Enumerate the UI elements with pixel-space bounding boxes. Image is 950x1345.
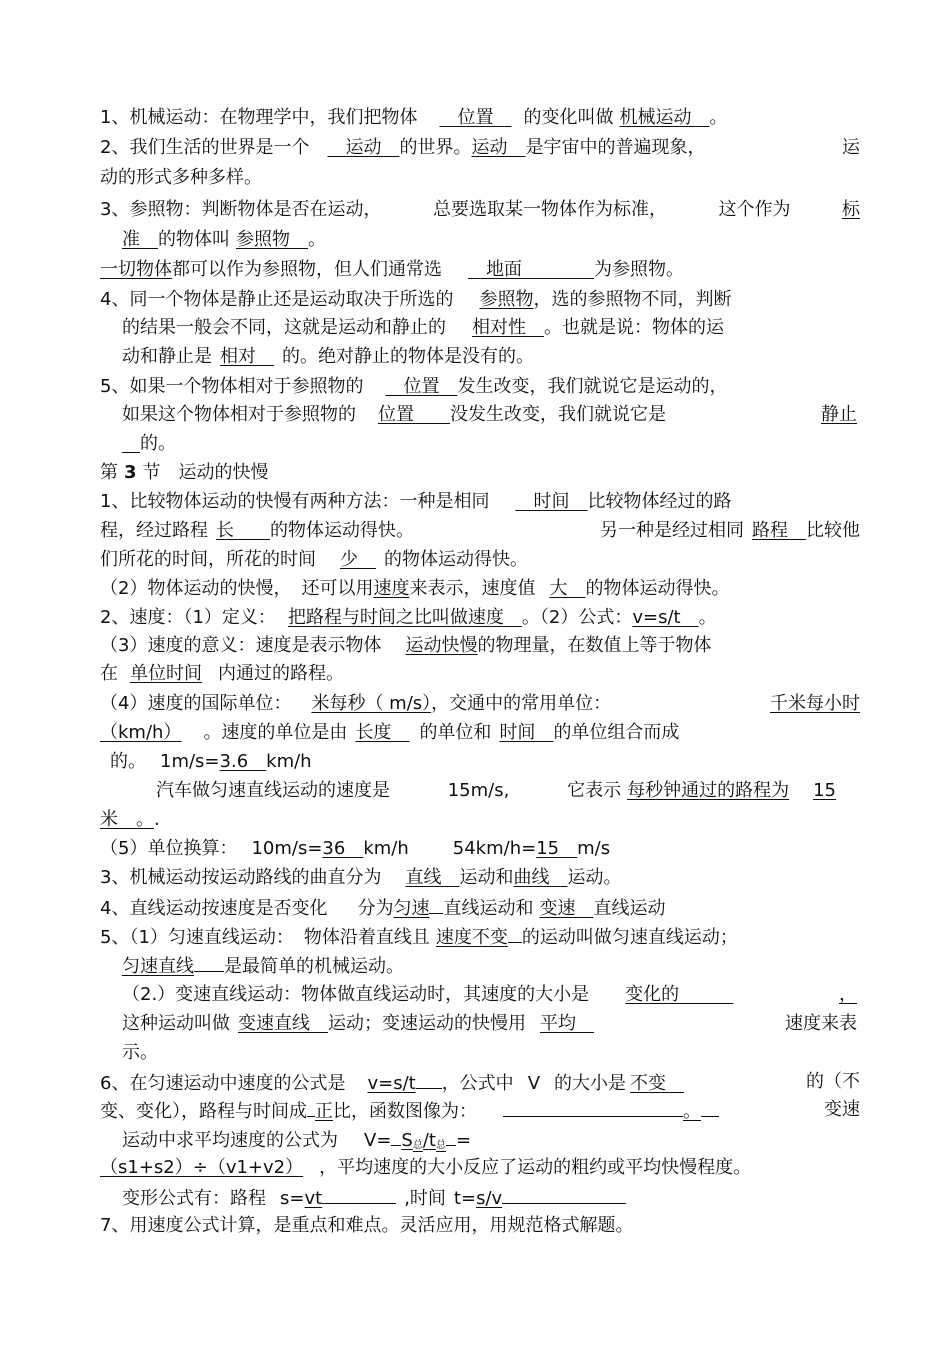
line-7: 4、同一个物体是静止还是运动取决于所选的 参照物，选的参照物不同，判断 <box>100 289 732 310</box>
line-35: 变、变化），路程与时间成 正比，函数图像为： 。 变速 <box>100 1096 860 1124</box>
line-39: 7、用速度公式计算，是重点和难点。灵活应用，用规范格式解题。 <box>100 1215 634 1236</box>
line-18: 2、速度：（1）定义： 把路程与时间之比叫做速度 。（2）公式：v=s/t 。 <box>100 607 717 628</box>
line-22: （km/h） 。速度的单位是由 长度 的单位和 时间 的单位组合而成 <box>100 722 680 743</box>
line-21: （4）速度的国际单位： 米每秒（ m/s），交通中的常用单位： 千米每小时 <box>100 693 860 714</box>
line-8: 的结果一般会不同，这就是运动和静止的 相对性 。也就是说：物体的运 <box>122 317 724 338</box>
line-23: 的。 1m/s=3.6 km/h <box>110 751 312 772</box>
line-38: 变形公式有：路程 s=vt ,时间 t=s/v <box>122 1183 857 1211</box>
line-30: 匀速直线 是最简单的机械运动。 <box>122 951 857 979</box>
line-12: 的。 <box>140 433 176 454</box>
line-34: 6、在匀速运动中速度的公式是 v=s/t ，公式中 V 的大小是 不变 的（不 <box>100 1068 860 1096</box>
line-4: 3、参照物：判断物体是否在运动， 总要选取某一物体作为标准， 这个作为 标 <box>100 199 860 220</box>
line-10: 5、如果一个物体相对于参照物的 位置 发生改变，我们就说它是运动的， <box>100 376 728 397</box>
line-14: 1、比较物体运动的快慢有两种方法：一种是相同 时间 比较物体经过的路 <box>100 491 732 512</box>
line-37: （s1+s2）÷（v1+v2） ，平均速度的大小反应了运动的粗约或平均快慢程度。 <box>100 1157 752 1178</box>
line-1: 1、机械运动：在物理学中，我们把物体 位置 的变化叫做 机械运动 。 <box>100 107 728 128</box>
line-11: 如果这个物体相对于参照物的 位置 没发生改变，我们就说它是 静止 <box>122 404 857 425</box>
section-heading: 第 3 节 运动的快慢 <box>100 462 269 483</box>
line-28: 4、直线运动按速度是否变化 分为匀速 直线运动和 变速 直线运动 <box>100 893 860 921</box>
line-32: 这种运动叫做 变速直线 运动；变速运动的快慢用 平均 速度来表 <box>122 1013 857 1034</box>
line-19: （3）速度的意义：速度是表示物体 运动快慢的物理量，在数值上等于物体 <box>100 635 712 656</box>
line-16: 们所花的时间，所花的时间 少 的物体运动得快。 <box>100 549 528 570</box>
line-3: 动的形式多种多样。 <box>100 167 262 188</box>
line-24: 汽车做匀速直线运动的速度是 15m/s, 它表示 每秒钟通过的路程为 15 <box>156 780 836 801</box>
line-5: 准 的物体叫 参照物 。 <box>122 229 326 250</box>
line-17: （2）物体运动的快慢， 还可以用速度来表示，速度值 大 的物体运动得快。 <box>100 578 730 599</box>
line-6: 一切物体都可以作为参照物，但人们通常选 地面 为参照物。 <box>100 259 684 280</box>
line-27: 3、机械运动按运动路线的曲直分为 直线 运动和曲线 运动。 <box>100 867 622 888</box>
line-29: 5、（1）匀速直线运动： 物体沿着直线且 速度不变 的运动叫做匀速直线运动； <box>100 922 860 950</box>
line-20: 在 单位时间 内通过的路程。 <box>100 663 344 684</box>
line-36: 运动中求平均速度的公式为 $V= S_总/t_总$ = <box>122 1125 857 1153</box>
line-2: 2、我们生活的世界是一个 运动 的世界。运动 是宇宙中的普遍现象， 运 <box>100 137 860 158</box>
line-15: 程，经过路程 长 的物体运动得快。 另一种是经过相同 路程 比较他 <box>100 520 860 541</box>
line-33: 示。 <box>122 1042 158 1063</box>
line-26: （5）单位换算： 10m/s=36 km/h 54km/h=15 m/s <box>100 838 611 859</box>
line-31: （2.）变速直线运动：物体做直线运动时，其速度的大小是 变化的 ， <box>122 984 857 1005</box>
line-9: 动和静止是 相对 的。绝对静止的物体是没有的。 <box>122 346 534 367</box>
line-25: 米 。. <box>100 809 160 830</box>
